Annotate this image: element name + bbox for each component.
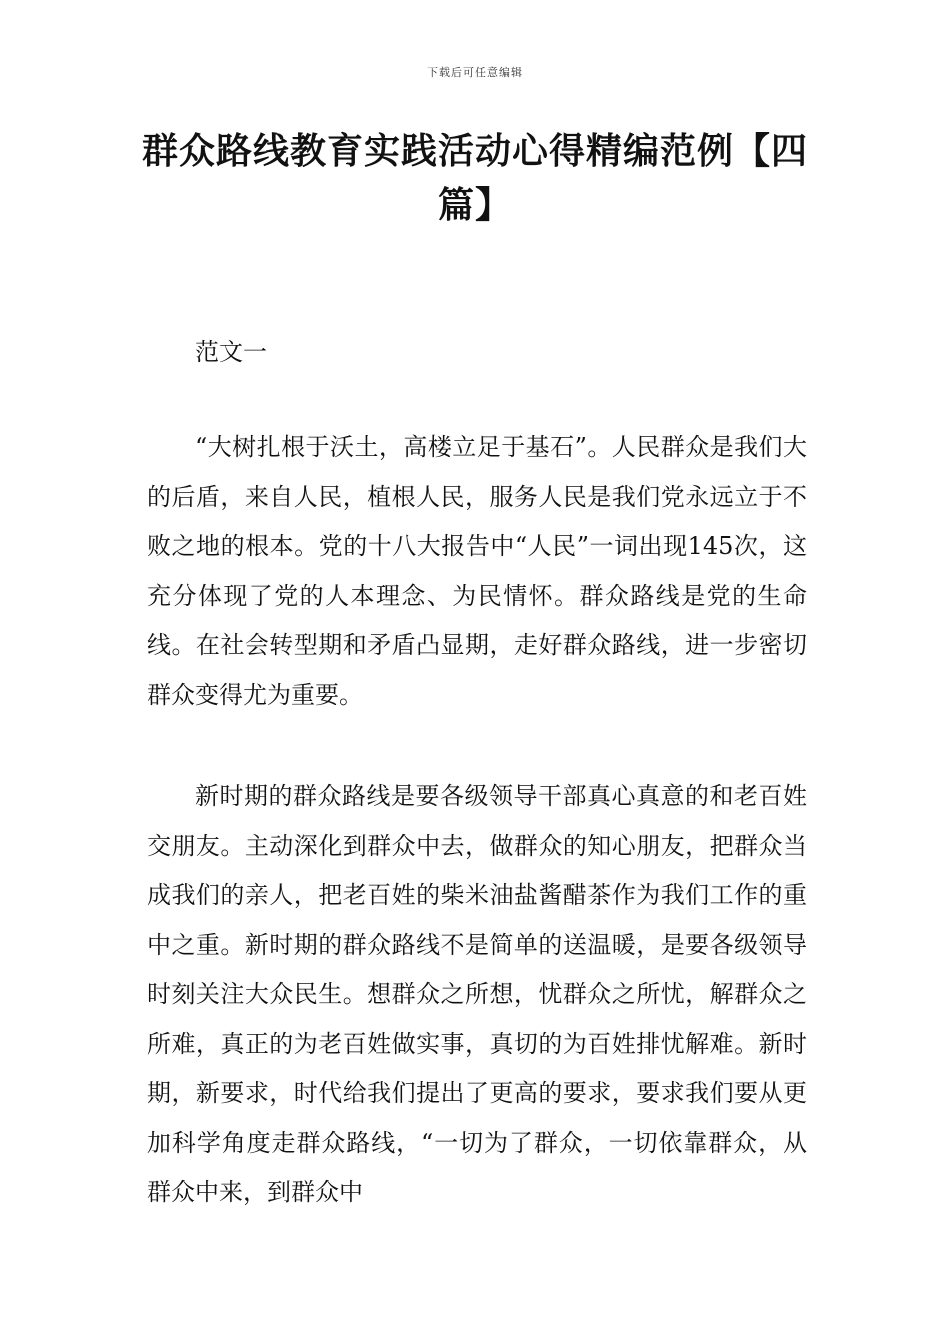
paragraph-2: 新时期的群众路线是要各级领导干部真心真意的和老百姓交朋友。主动深化到群众中去，做群众的知心朋友，把群众当成我们的亲人，把老百姓的柴米油盐酱醋茶作为我们工作的重中之重。新时期的群众路线不是简单的送温暖，是要各级领导时刻关注大众民生。想群众之所想，忧群众之所忧，解群众之所难，真正的为老百姓做实事，真切的为百姓排忧解难。新时期，新要求，时代给我们提出了更高的要求，要求我们要从更加科学角度走群众路线，“一切为了群众，一切依靠群众，从群众中来，到群众中: [147, 782, 807, 1206]
section-heading: 范文一: [195, 338, 267, 366]
header-note: 下载后可任意编辑: [427, 66, 523, 79]
document-title: 群众路线教育实践活动心得精编范例【四篇】: [141, 131, 808, 226]
paragraph-1: “大树扎根于沃土，高楼立足于基石”。人民群众是我们大的后盾，来自人民，植根人民，服务人民是我们党永远立于不败之地的根本。党的十八大报告中“人民”一词出现145次，这充分体现了党的人本理念、为民情怀。群众路线是党的生命线。在社会转型期和矛盾凸显期，走好群众路线，进一步密切群众变得尤为重要。: [147, 433, 807, 709]
